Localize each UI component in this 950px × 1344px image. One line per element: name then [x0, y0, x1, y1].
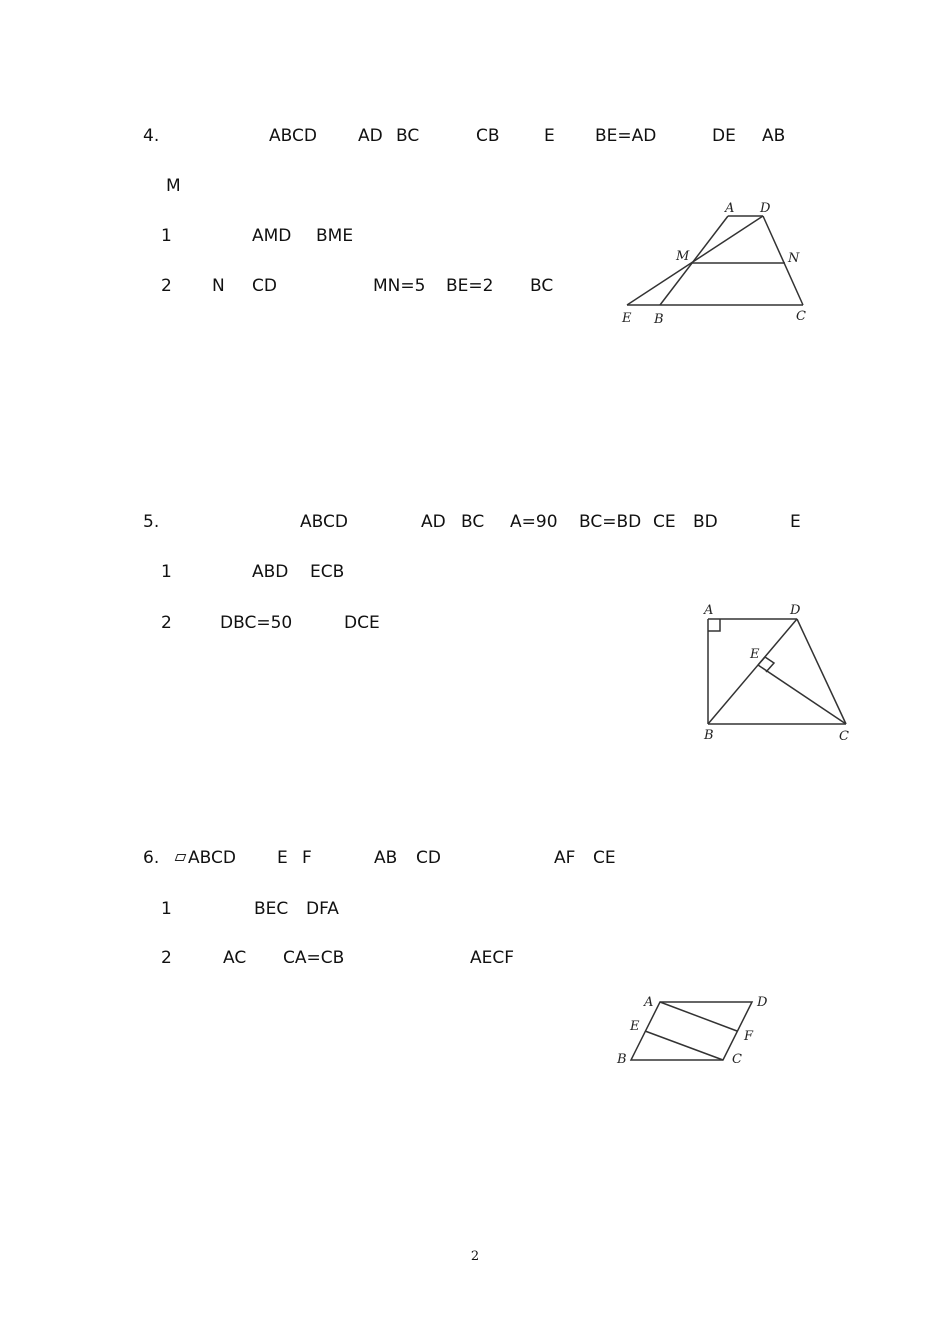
segment-ED: [627, 216, 763, 305]
label-B: B: [617, 1052, 627, 1067]
text-token: ECB: [310, 562, 345, 582]
problem-number: 4.: [143, 126, 160, 146]
text-token: F: [302, 848, 312, 868]
part-number: 1: [161, 899, 172, 919]
text-token: BE=AD: [595, 126, 657, 146]
right-trapezoid-figure: [690, 595, 865, 750]
text-token: ABCD: [188, 848, 236, 868]
text-token: BC: [530, 276, 554, 296]
text-token: N: [212, 276, 225, 296]
text-token: ABCD: [300, 512, 348, 532]
page-number: 2: [470, 1249, 480, 1264]
problem-4-part-1: [0, 224, 600, 248]
text-token: MN=5: [373, 276, 426, 296]
text-token: BEC: [254, 899, 289, 919]
problem-6-part-2: [0, 946, 600, 970]
text-token: E: [790, 512, 801, 532]
text-token: CA=CB: [283, 948, 345, 968]
label-C: C: [796, 309, 806, 324]
part-number: 1: [161, 562, 172, 582]
label-F: F: [744, 1029, 754, 1044]
text-token: CB: [476, 126, 500, 146]
label-C: C: [839, 729, 849, 744]
text-token: AC: [223, 948, 247, 968]
text-token: DBC=50: [220, 613, 293, 633]
part-number: 2: [161, 276, 172, 296]
text-token: CD: [416, 848, 441, 868]
problem-5-part-2: [0, 611, 600, 635]
text-token: AB: [762, 126, 786, 146]
right-angle-mark-A: [708, 619, 720, 631]
text-token: BC: [396, 126, 420, 146]
label-C: C: [732, 1052, 742, 1067]
text-token: AF: [554, 848, 576, 868]
label-D: D: [757, 995, 768, 1010]
text-token: AECF: [470, 948, 515, 968]
text-token: DE: [712, 126, 736, 146]
text-token: A=90: [510, 512, 558, 532]
parallelogram-figure: [610, 990, 785, 1080]
problem-6-statement-line-1: [0, 846, 950, 870]
segment-AF: [660, 1002, 737, 1031]
problem-6-part-1: [0, 897, 600, 921]
text-token: BC=BD: [579, 512, 642, 532]
text-token: ABCD: [269, 126, 317, 146]
label-A: A: [704, 603, 714, 618]
text-token: ABD: [252, 562, 289, 582]
part-number: 1: [161, 226, 172, 246]
label-E: E: [630, 1019, 640, 1034]
problem-5-part-1: [0, 560, 600, 584]
label-D: D: [760, 201, 771, 216]
text-token: BC: [461, 512, 485, 532]
text-token: AB: [374, 848, 398, 868]
problem-number: 5.: [143, 512, 160, 532]
label-A: A: [725, 201, 735, 216]
trapezoid-figure: [600, 190, 830, 340]
label-B: B: [704, 728, 714, 743]
segment-BD: [708, 619, 797, 724]
label-N: N: [788, 251, 800, 266]
text-token: DFA: [306, 899, 339, 919]
text-token: CE: [653, 512, 676, 532]
text-token: M: [166, 176, 181, 196]
text-token: CD: [252, 276, 277, 296]
parallelogram-symbol-token: [176, 846, 236, 870]
problem-number: 6.: [143, 848, 160, 868]
segment-EC: [645, 1031, 723, 1060]
label-M: M: [676, 249, 690, 264]
problem-4-statement-line-1: [0, 124, 950, 148]
text-token: E: [544, 126, 555, 146]
text-token: BME: [316, 226, 354, 246]
problem-4-part-2: [0, 274, 600, 298]
text-token: BE=2: [446, 276, 494, 296]
part-number: 2: [161, 948, 172, 968]
parallelogram-icon: [175, 854, 187, 861]
label-D: D: [790, 603, 801, 618]
label-E: E: [750, 647, 760, 662]
text-token: AD: [421, 512, 446, 532]
label-A: A: [644, 995, 654, 1010]
text-token: AMD: [252, 226, 292, 246]
text-token: CE: [593, 848, 616, 868]
label-E: E: [622, 311, 632, 326]
text-token: AD: [358, 126, 383, 146]
part-number: 2: [161, 613, 172, 633]
label-B: B: [654, 312, 664, 327]
text-token: E: [277, 848, 288, 868]
problem-5-statement-line-1: [0, 510, 950, 534]
text-token: BD: [693, 512, 718, 532]
text-token: DCE: [344, 613, 380, 633]
